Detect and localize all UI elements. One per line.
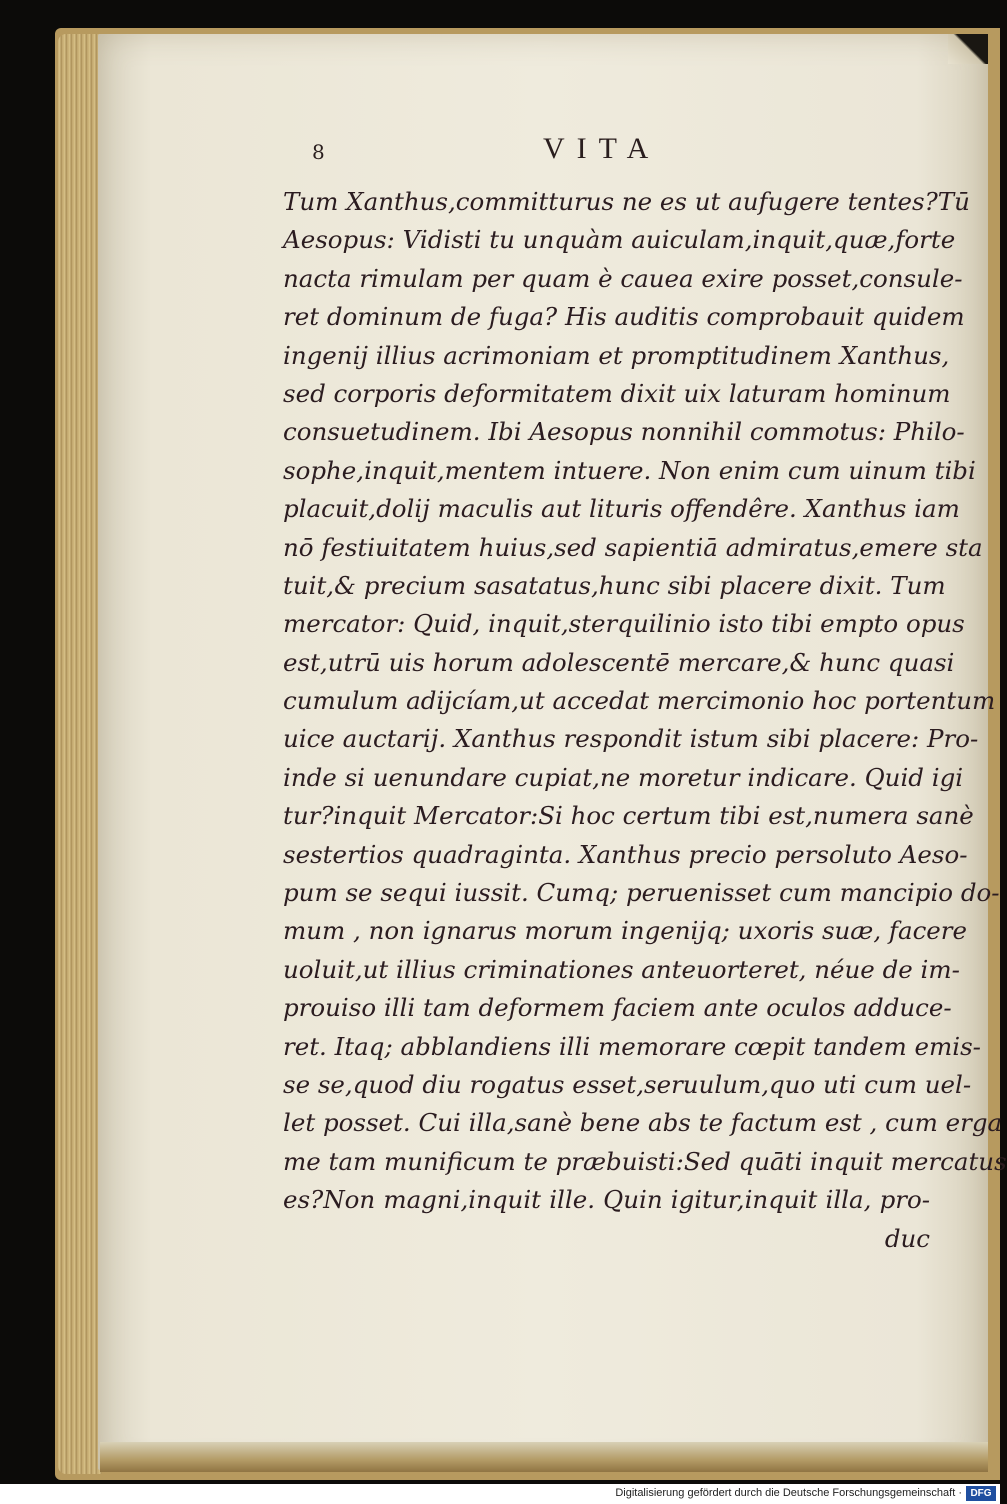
dfg-logo[interactable]: DFG [966,1486,996,1501]
footer-bar [0,1484,1000,1504]
text-line: nō festiuitatem huius,sed sapientiā admiratus,emere sta [283,532,983,562]
page-number: 8 [312,140,325,164]
text-line: cumulum adijcíam,ut accedat mercimonio hoc portentum [283,686,996,716]
text-line: se se,quod diu rogatus esset,seruulum,quo uti cum uel- [283,1069,972,1099]
text-line: tuit,& precium sasatatus,hunc sibi placere dixit. Tum [283,570,946,600]
text-line: mercator: Quid, inquit,sterquilinio isto tibi empto opus [283,609,965,639]
text-line: est,utrū uis horum adolescentē mercare,& hunc quasi [283,647,955,677]
text-line: sed corporis deformitatem dixit uix laturam hominum [283,378,951,408]
text-line: ingenij illius acrimoniam et promptitudinem Xanthus, [283,340,950,370]
page-bottom-edge [100,1442,988,1472]
page-corner [948,34,988,64]
text-line: consuetudinem. Ibi Aesopus nonnihil commotus: Philo- [283,417,965,447]
text-line: inde si uenundare cupiat,ne moretur indicare. Quid igi [283,762,964,792]
text-line: placuit,dolij maculis aut lituris offendêre. Xanthus iam [283,494,960,524]
text-block [283,183,1007,1258]
text-line: ret. Itaq; abblandiens illi memorare cœpit tandem emis- [283,1031,981,1061]
text-line: Tum Xanthus,committurus ne es ut aufugere tentes?Tū [283,187,970,216]
text-line: me tam munificum te præbuisti:Sed quāti inquit mercatus [283,1146,1007,1176]
running-head: VITA [543,132,661,165]
text-line: uice auctarij. Xanthus respondit istum sibi placere: Pro- [283,724,979,754]
text-line: sophe,inquit,mentem intuere. Non enim cum uinum tibi [283,455,976,485]
text-line: let posset. Cui illa,sanè bene abs te factum est , cum erga [283,1108,1003,1138]
text-line: es?Non magni,inquit ille. Quin igitur,inquit illa, pro- [283,1185,930,1215]
page-edges [58,34,102,1474]
funding-credit: Digitalisierung gefördert durch die Deutsche Forschungsgemeinschaft · [615,1487,962,1499]
text-line: tur?inquit Mercator:Si hoc certum tibi est,numera sanè [283,801,974,831]
text-line: mum , non ignarus morum ingenijq; uxoris suæ, facere [283,916,968,946]
text-line: Aesopus: Vidisti tu unquàm auiculam,inquit,quæ,forte [283,225,956,255]
text-line: nacta rimulam per quam è cauea exire posset,consule- [283,263,963,293]
catchword: duc [884,1223,930,1253]
text-line: prouiso illi tam deformem faciem ante oculos adduce- [283,993,952,1023]
text-line: ret dominum de fuga? His auditis comprobauit quidem [283,302,965,332]
text-line: sestertios quadraginta. Xanthus precio persoluto Aeso- [283,839,968,869]
text-line: uoluit,ut illius criminationes anteuorteret, néue de im- [283,954,960,984]
text-line: pum se sequi iussit. Cumq; peruenisset cum mancipio do- [283,878,1000,908]
